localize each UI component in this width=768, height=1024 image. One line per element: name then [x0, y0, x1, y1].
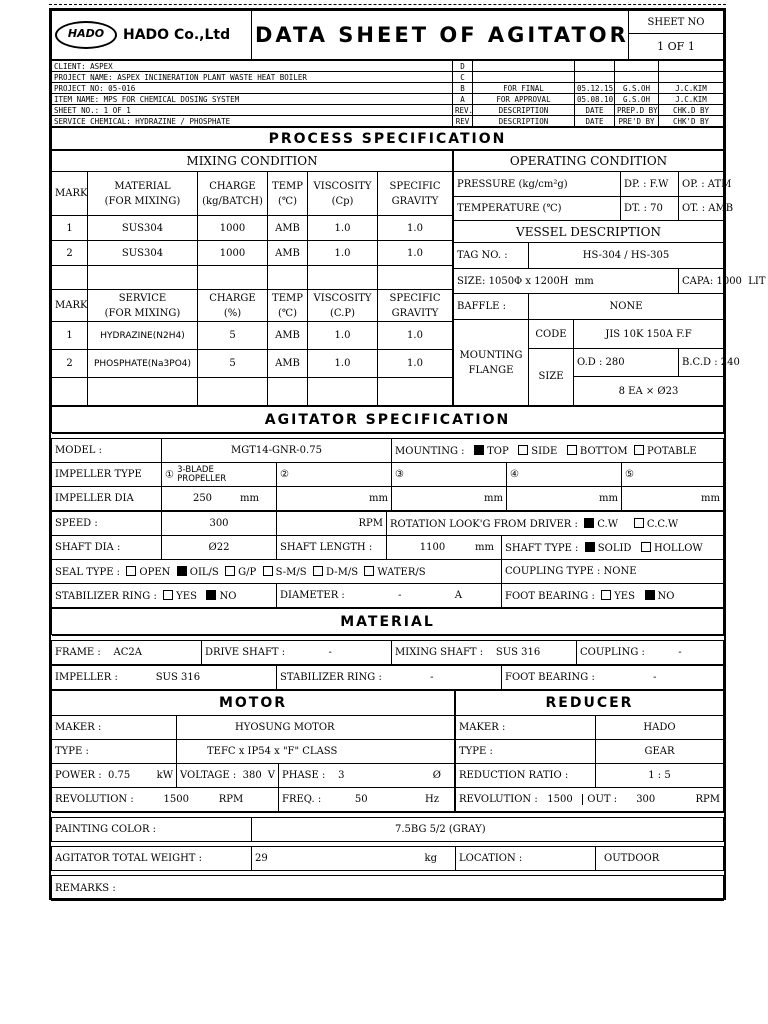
reducer-revolution: REVOLUTION : 1500 OUT : 300 RPM — [456, 788, 724, 812]
motor-title: MOTOR — [52, 691, 455, 716]
material-table-2 — [51, 665, 724, 690]
service-header: SERVICE (FOR MIXING) — [88, 290, 198, 322]
motor-table — [51, 690, 455, 812]
revision-prep — [615, 61, 659, 72]
agitator-spec-title — [51, 406, 724, 433]
checkbox-top — [474, 445, 484, 455]
material-table — [51, 635, 724, 665]
revision-chk: J.C.KIM — [659, 94, 724, 105]
table-row — [52, 378, 453, 406]
info-text: PROJECT NAME: ASPEX INCINERATION PLANT WASTE HEAT BOILER — [52, 72, 453, 83]
tag-no-value: HS-304 / HS-305 — [529, 242, 724, 269]
location-value: OUTDOOR — [596, 847, 724, 871]
table-row: 1 SUS304 1000 AMB 1.0 1.0 — [52, 216, 453, 241]
revision-block — [51, 60, 724, 127]
company-name: HADO Co.,Ltd — [123, 27, 231, 43]
reducer-type-label: TYPE : — [456, 740, 596, 764]
checkbox-water-seal — [364, 566, 374, 576]
table-row: 2 PHOSPHATE(Na3PO4) 5 AMB 1.0 1.0 — [52, 350, 453, 378]
section-title: MATERIAL — [52, 609, 724, 635]
info-row — [52, 105, 724, 116]
shaft-dia-value: Ø22 — [162, 536, 277, 560]
table-row: 2 SUS304 1000 AMB 1.0 1.0 — [52, 241, 453, 266]
mark-header: MARK — [52, 172, 88, 216]
impeller-dia-label: IMPELLER DIA — [52, 487, 162, 511]
checkbox-stabilizer-no — [206, 590, 216, 600]
revision-desc: FOR APPROVAL — [473, 94, 575, 105]
motor-reducer-section — [51, 690, 724, 812]
speed-unit: RPM — [277, 512, 387, 536]
mounting-flange-label: MOUNTING FLANGE — [454, 320, 529, 406]
top-dashed-line — [49, 4, 726, 5]
reduction-ratio-label: REDUCTION RATIO : — [456, 764, 596, 788]
footer-table — [51, 812, 724, 901]
design-temperature: DT. : 70 — [621, 196, 679, 220]
coupling-type: COUPLING TYPE : NONE — [502, 560, 724, 584]
reducer-maker-label: MAKER : — [456, 716, 596, 740]
header-table — [51, 10, 724, 60]
vessel-size: SIZE: 1050Φ x 1200H mm — [454, 269, 679, 293]
checkbox-double-mech-seal — [313, 566, 323, 576]
motor-maker-value: HYOSUNG MOTOR — [177, 716, 455, 740]
drive-shaft-field: DRIVE SHAFT : - — [202, 641, 392, 665]
shaft-length-label: SHAFT LENGTH : — [277, 536, 387, 560]
vessel-description-title: VESSEL DESCRIPTION — [454, 221, 724, 242]
checkbox-potable — [634, 445, 644, 455]
checkbox-foot-yes — [601, 590, 611, 600]
temp-header: TEMP (℃) — [268, 172, 308, 216]
checkbox-foot-no — [645, 590, 655, 600]
revision-desc: FOR FINAL — [473, 83, 575, 94]
revision-prep: PREP.D BY — [615, 105, 659, 116]
hado-logo: HADO — [55, 21, 117, 49]
code-value: JIS 10K 150A F.F — [574, 320, 724, 349]
seal-type-options: SEAL TYPE : OPEN OIL/S G/P S-M/S D-M/S WATER/S — [52, 560, 502, 584]
revision-chk: CHK'D BY — [659, 116, 724, 127]
coupling-field: COUPLING : - — [577, 641, 724, 665]
operating-temperature: OT. : AMB — [679, 196, 724, 220]
motor-power: POWER : 0.75 kW — [52, 764, 177, 788]
checkbox-side — [518, 445, 528, 455]
vessel-capacity: CAPA: 1000 LIT — [679, 269, 724, 293]
revision-desc — [473, 61, 575, 72]
material-title — [51, 608, 724, 635]
info-row — [52, 61, 724, 72]
speed-label: SPEED : — [52, 512, 162, 536]
revision-chk: CHK.D BY — [659, 105, 724, 116]
revision-rev: A — [453, 94, 473, 105]
model-value: MGT14-GNR-0.75 — [162, 439, 392, 463]
impeller-type-label: IMPELLER TYPE — [52, 463, 162, 487]
foot-bearing-material-field: FOOT BEARING : - — [502, 666, 724, 690]
info-row — [52, 94, 724, 105]
revision-date — [575, 61, 615, 72]
bolt-holes: 8 EA × Ø23 — [574, 377, 724, 406]
info-text: CLIENT: ASPEX — [52, 61, 453, 72]
charge-header: CHARGE (kg/BATCH) — [198, 172, 268, 216]
reducer-title: REDUCER — [456, 691, 724, 716]
operating-pressure: OP. : ATM — [679, 172, 724, 196]
revision-prep: PRE'D BY — [615, 116, 659, 127]
agitator-data-sheet — [49, 8, 766, 900]
motor-phase: PHASE : 3 Ø — [279, 764, 455, 788]
mixing-condition-title: MIXING CONDITION — [52, 151, 453, 172]
revision-date: DATE — [575, 105, 615, 116]
mixing-shaft-field: MIXING SHAFT : SUS 316 — [392, 641, 577, 665]
document-title: DATA SHEET OF AGITATOR — [252, 11, 629, 60]
motor-frequency: FREQ. : 50 Hz — [279, 788, 455, 812]
foot-bearing-options: FOOT BEARING : YES NO — [502, 584, 724, 608]
reducer-maker-value: HADO — [596, 716, 724, 740]
info-row — [52, 116, 724, 127]
checkbox-open — [126, 566, 136, 576]
checkbox-gland-packing — [225, 566, 235, 576]
frame-field: FRAME : AC2A — [52, 641, 202, 665]
motor-type-value: TEFC x IP54 x "F" CLASS — [177, 740, 455, 764]
location-label: LOCATION : — [456, 847, 596, 871]
revision-chk: J.C.KIM — [659, 83, 724, 94]
revision-desc: DESCRIPTION — [473, 116, 575, 127]
total-weight-label: AGITATOR TOTAL WEIGHT : — [52, 847, 252, 871]
model-label: MODEL : — [52, 439, 162, 463]
outer-diameter: O.D : 280 — [574, 348, 679, 377]
bolt-circle-diameter: B.C.D : 240 — [679, 348, 724, 377]
shaft-dia-label: SHAFT DIA : — [52, 536, 162, 560]
temperature-label: TEMPERATURE (℃) — [454, 196, 621, 220]
motor-voltage: VOLTAGE : 380 V — [177, 764, 279, 788]
checkbox-single-mech-seal — [263, 566, 273, 576]
section-title: AGITATOR SPECIFICATION — [52, 407, 724, 433]
process-spec-title — [51, 127, 724, 150]
revision-chk — [659, 61, 724, 72]
revision-date: DATE — [575, 116, 615, 127]
viscosity-header: VISCOSITY (Cp) — [308, 172, 378, 216]
revision-desc — [473, 72, 575, 83]
impeller-dia-1: 250 mm — [162, 487, 277, 511]
material-header: MATERIAL (FOR MIXING) — [88, 172, 198, 216]
impeller-4: ④ — [507, 463, 622, 487]
checkbox-oil-seal — [177, 566, 187, 576]
impeller-material-field: IMPELLER : SUS 316 — [52, 666, 277, 690]
agitator-spec-table-2 — [51, 511, 724, 608]
mixing-condition-table — [51, 150, 453, 406]
specific-gravity-header: SPECIFIC GRAVITY — [378, 290, 453, 322]
total-weight-value: 29 kg — [252, 847, 456, 871]
tag-no-label: TAG NO. : — [454, 242, 529, 269]
revision-desc: DESCRIPTION — [473, 105, 575, 116]
impeller-1: ① 3-BLADE PROPELLER — [162, 463, 277, 487]
info-row — [52, 83, 724, 94]
revision-rev: C — [453, 72, 473, 83]
revision-prep — [615, 72, 659, 83]
revision-date: 05.08.10 — [575, 94, 615, 105]
agitator-spec-table: MODEL : MGT14-GNR-0.75 MOUNTING : TOP SIDE BOTTOM POTABLE IMPELLER TYPE ① 3-BLADE PROPELLER ② ③ ④ ⑤ IMPELLER DIA 250 mm mm mm mm mm — [51, 433, 724, 511]
checkbox-ccw — [634, 518, 644, 528]
speed-value: 300 — [162, 512, 277, 536]
impeller-3: ③ — [392, 463, 507, 487]
info-text: PROJECT NO: 05-016 — [52, 83, 453, 94]
revision-rev: REV — [453, 116, 473, 127]
code-label: CODE — [529, 320, 574, 349]
section-title: PROCESS SPECIFICATION — [52, 128, 724, 150]
checkbox-cw — [584, 518, 594, 528]
stabilizer-material-field: STABILIZER RING : - — [277, 666, 502, 690]
temp-header: TEMP (℃) — [268, 290, 308, 322]
baffle-value: NONE — [529, 293, 724, 320]
painting-color-label: PAINTING COLOR : — [52, 818, 252, 842]
checkbox-hollow — [641, 542, 651, 552]
pressure-label: PRESSURE (kg/cm²g) — [454, 172, 621, 196]
shaft-type-options: SHAFT TYPE : SOLID HOLLOW — [502, 536, 724, 560]
revision-prep: G.S.OH — [615, 94, 659, 105]
revision-rev: REV. — [453, 105, 473, 116]
revision-rev: B — [453, 83, 473, 94]
painting-color-value: 7.5BG 5/2 (GRAY) — [252, 818, 724, 842]
revision-chk — [659, 72, 724, 83]
info-text: SHEET NO.: 1 OF 1 — [52, 105, 453, 116]
reducer-type-value: GEAR — [596, 740, 724, 764]
info-text: ITEM NAME: MPS FOR CHEMICAL DOSING SYSTEM — [52, 94, 453, 105]
reducer-table — [455, 690, 724, 812]
checkbox-bottom — [567, 445, 577, 455]
sheet-no-label: SHEET NO — [629, 11, 724, 34]
impeller-5: ⑤ — [622, 463, 724, 487]
revision-date: 05.12.15 — [575, 83, 615, 94]
specific-gravity-header: SPECIFIC GRAVITY — [378, 172, 453, 216]
baffle-label: BAFFLE : — [454, 293, 529, 320]
rotation-options: ROTATION LOOK'G FROM DRIVER : C.W C.C.W — [387, 512, 724, 536]
viscosity-header: VISCOSITY (C.P) — [308, 290, 378, 322]
process-spec-body — [51, 150, 766, 406]
sheet-no-value: 1 OF 1 — [629, 34, 724, 60]
revision-prep: G.S.OH — [615, 83, 659, 94]
checkbox-stabilizer-yes — [163, 590, 173, 600]
mounting-options: MOUNTING : TOP SIDE BOTTOM POTABLE — [392, 439, 724, 463]
operating-condition-title: OPERATING CONDITION — [454, 151, 724, 172]
mark-header: MARK — [52, 290, 88, 322]
design-pressure: DP. : F.W — [621, 172, 679, 196]
shaft-length-value: 1100 mm — [387, 536, 502, 560]
table-row: 1 HYDRAZINE(N2H4) 5 AMB 1.0 1.0 — [52, 322, 453, 350]
info-row — [52, 72, 724, 83]
remarks-field: REMARKS : — [52, 876, 724, 901]
stabilizer-ring-options: STABILIZER RING : YES NO — [52, 584, 277, 608]
diameter-field: DIAMETER : - A — [277, 584, 502, 608]
info-text: SERVICE CHEMICAL: HYDRAZINE / PHOSPHATE — [52, 116, 453, 127]
reduction-ratio-value: 1 : 5 — [596, 764, 724, 788]
motor-revolution: REVOLUTION : 1500 RPM — [52, 788, 279, 812]
size-label: SIZE — [529, 348, 574, 405]
company-logo-cell — [52, 11, 252, 60]
motor-type-label: TYPE : — [52, 740, 177, 764]
motor-maker-label: MAKER : — [52, 716, 177, 740]
checkbox-solid — [585, 542, 595, 552]
operating-vessel-table — [453, 150, 766, 406]
revision-date — [575, 72, 615, 83]
revision-rev: D — [453, 61, 473, 72]
charge-percent-header: CHARGE (%) — [198, 290, 268, 322]
table-row — [52, 266, 453, 290]
impeller-2: ② — [277, 463, 392, 487]
